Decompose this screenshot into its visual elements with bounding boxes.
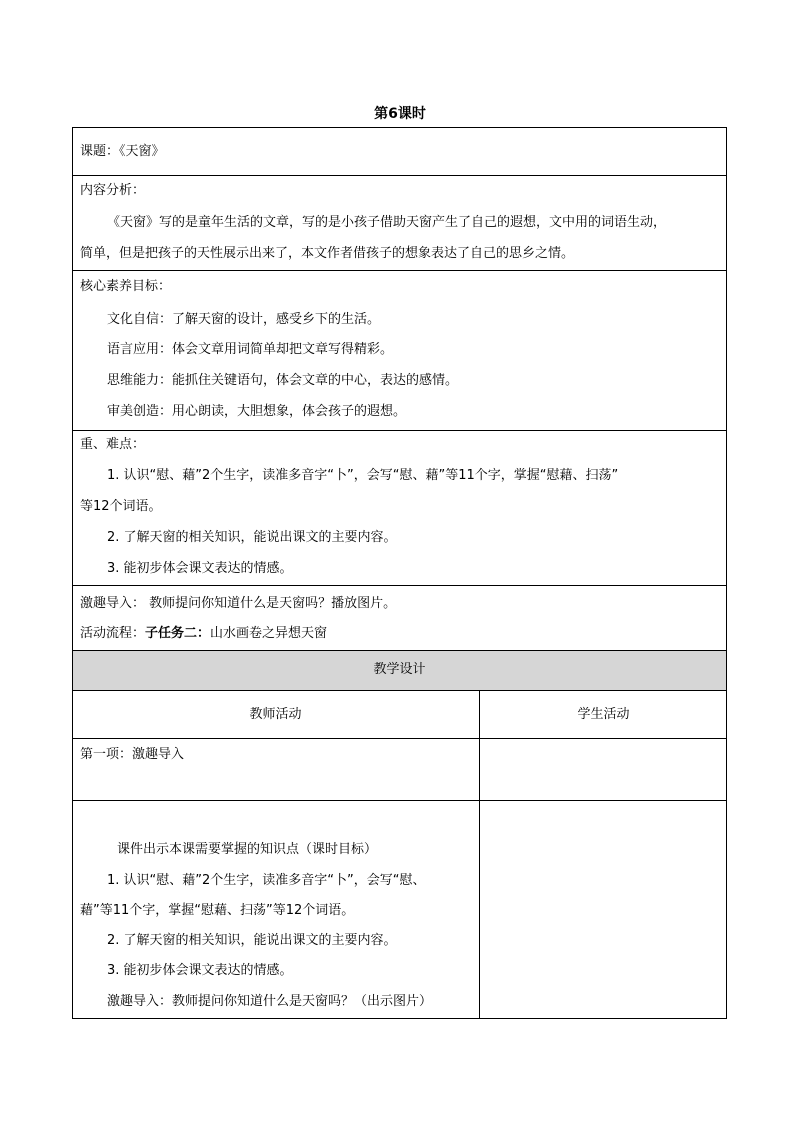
content-analysis-line: 《天窗》写的是童年生活的文章，写的是小孩子借助天窗产生了自己的遐想，文中用的词语生动， — [107, 215, 667, 230]
divider — [72, 738, 727, 739]
courseware-item: 1. 认识“慰、藉”2个生字，读准多音字“卜”，会写“慰、 — [107, 873, 426, 888]
courseware-item: 2. 了解天窗的相关知识，能说出课文的主要内容。 — [107, 933, 397, 948]
divider — [72, 800, 727, 801]
core-goal-item: 文化自信：了解天窗的设计，感受乡下的生活。 — [107, 312, 381, 327]
divider — [72, 585, 727, 586]
content-analysis-line: 简单，但是把孩子的天性展示出来了，本文作者借孩子的想象表达了自己的思乡之情。 — [80, 246, 575, 261]
step-title: 第一项：激趣导入 — [80, 747, 185, 762]
divider — [72, 650, 727, 651]
page-title: 第6课时 — [374, 106, 426, 122]
divider — [72, 430, 727, 431]
activity-name: 山水画卷之异想天窗 — [210, 626, 328, 641]
activity-label: 活动流程： — [80, 626, 146, 641]
key-point-item: 3. 能初步体会课文表达的情感。 — [107, 561, 293, 576]
topic: 课题：《天窗》 — [80, 144, 165, 159]
courseware-intro: 课件出示本课需要掌握的知识点（课时目标） — [117, 842, 378, 857]
divider — [72, 175, 727, 176]
content-analysis-heading: 内容分析： — [80, 183, 146, 198]
key-point-item: 2. 了解天窗的相关知识，能说出课文的主要内容。 — [107, 530, 397, 545]
courseware-item: 藉”等11个字，掌握“慰藉、扫荡”等12个词语。 — [80, 903, 355, 918]
intro: 激趣导入： 教师提问你知道什么是天窗吗？播放图片。 — [80, 596, 397, 611]
key-points-heading: 重、难点： — [80, 437, 146, 452]
divider — [72, 270, 727, 271]
activity-task: 子任务二： — [145, 626, 211, 641]
core-goal-item: 审美创造：用心朗读，大胆想象，体会孩子的遐想。 — [107, 404, 407, 419]
key-point-item: 1. 认识“慰、藉”2个生字，读准多音字“卜”，会写“慰、藉”等11个字，掌握“慰藉、扫荡” — [107, 468, 619, 483]
core-goal-item: 语言应用：体会文章用词简单却把文章写得精彩。 — [107, 342, 394, 357]
divider — [72, 690, 727, 691]
activity-flow — [80, 626, 327, 642]
core-goal-item: 思维能力：能抓住关键语句，体会文章的中心，表达的感情。 — [107, 373, 459, 388]
courseware-item: 3. 能初步体会课文表达的情感。 — [107, 963, 293, 978]
core-goals-heading: 核心素养目标： — [80, 279, 172, 294]
student-column-header: 学生活动 — [577, 707, 630, 722]
column-divider — [479, 690, 480, 1019]
design-header: 教学设计 — [373, 662, 426, 677]
courseware-question: 激趣导入：教师提问你知道什么是天窗吗？（出示图片） — [107, 994, 433, 1009]
teacher-column-header: 教师活动 — [249, 707, 302, 722]
key-point-item: 等12个词语。 — [80, 499, 162, 514]
